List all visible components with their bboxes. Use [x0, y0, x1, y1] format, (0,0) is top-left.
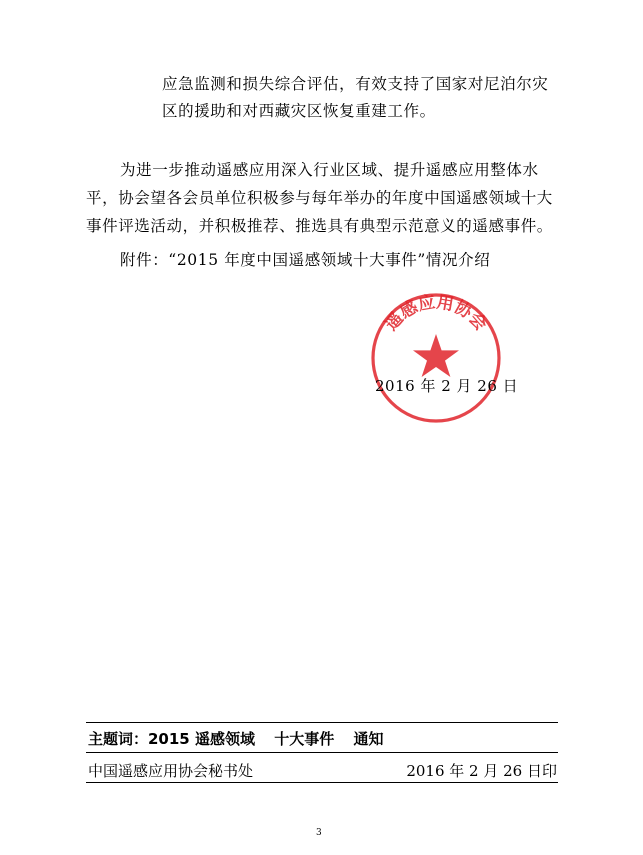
official-seal [368, 290, 504, 426]
seal-star-icon [413, 334, 459, 377]
body-line-1: 应急监测和损失综合评估，有效支持了国家对尼泊尔灾 [162, 75, 549, 93]
page-number: 3 [316, 828, 322, 838]
seal-text: 遥感应用协会 [381, 292, 491, 335]
footer-rule-top [86, 722, 558, 723]
body-line-4: 平，协会望各会员单位积极参与每年举办的年度中国遥感领域十大 [86, 189, 553, 207]
keyword-events: 十大事件 [274, 730, 335, 748]
print-date: 2016 年 2 月 26 日印 [406, 762, 557, 780]
footer-rule-bottom [86, 782, 558, 783]
body-line-2: 区的援助和对西藏灾区恢复重建工作。 [162, 102, 436, 120]
body-line-5: 事件评选活动，并积极推荐、推选具有典型示范意义的遥感事件。 [86, 217, 553, 235]
signature-date: 2016 年 2 月 26 日 [375, 377, 519, 395]
keywords [88, 728, 397, 749]
attachment-line: 附件：“2015 年度中国遥感领域十大事件”情况介绍 [120, 251, 491, 269]
keyword-notice: 通知 [353, 730, 384, 748]
issuer: 中国遥感应用协会秘书处 [88, 762, 254, 780]
footer-rule-middle [86, 752, 558, 753]
body-line-3: 为进一步推动遥感应用深入行业区域、提升遥感应用整体水 [120, 161, 539, 179]
keywords-label: 主题词：2015 遥感领域 [88, 730, 255, 748]
